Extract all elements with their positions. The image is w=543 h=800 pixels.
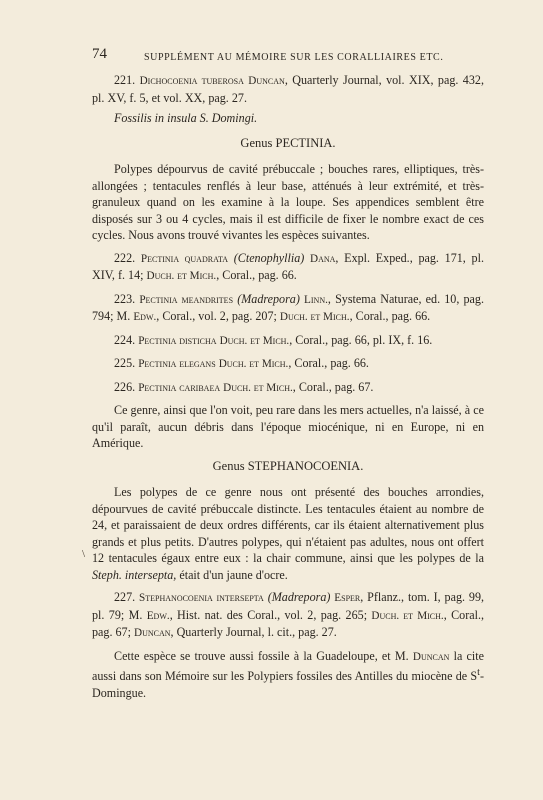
description-text: était d'un jaune d'ocre. [176,567,288,582]
entry-225 [92,355,484,373]
author-name: Duncan [248,75,285,87]
author-name: Edw. [133,311,157,323]
locality-note: Fossilis in insula S. Domingi. [114,111,258,125]
reference-text: , Hist. nat. des Coral., vol. 2, pag. 265; [169,607,372,622]
reference-text: , Coral., pag. 66. [288,356,369,370]
entry-222 [92,250,484,285]
author-name: Duch. et Mich. [219,334,290,347]
genus-heading-stephanocoenia: Genus STEPHANOCOENIA. [212,458,364,473]
species-name: Pectinia meandrites [139,293,234,306]
species-italic: Steph. intersepta, [92,567,177,582]
reference-text: , Coral., vol. 2, pag. 207; [156,309,280,323]
species-name: Pectinia caribaea [138,381,221,394]
species-name: Pectinia disticha [138,334,217,347]
entry-223 [92,291,484,326]
entry-224 [92,332,484,350]
note-text: Cette espèce se trouve aussi fossile à la Guadeloupe, et M. [114,648,413,663]
page-number: 74 [92,46,107,62]
author-name: Linn. [304,293,328,306]
species-name: Pectinia elegans [138,358,216,370]
reference-text: , Pflanz., tom. I, pag. 99, pl. 79; M. [92,590,485,622]
author-name: Duncan [134,627,171,639]
author-name: Dana [310,252,336,265]
entry-number: 224. [114,332,136,347]
synonym-genus: (Ctenophyllia) [233,250,305,265]
pectinia-note: Ce genre, ainsi que l'on voit, peu rare dans les mers actuelles, n'a laissé, à ce qu'il paraît, aucun débris dans l'époque miocénique, ni en Europe, ni en Amérique. [92,403,484,450]
superscript: t [477,667,480,678]
entry-226 [92,379,484,397]
reference-text: , Quarterly Journal, vol. XIX, pag. 432, pl. XV, f. 5, et vol. XX, pag. 27. [92,73,484,105]
stephanocoenia-description [92,484,484,583]
species-name: Dichocoenia tuberosa [139,75,244,87]
author-name: Duch. et Mich. [218,358,289,370]
margin-mark: \ [82,548,86,560]
author-name: Duch. et Mich. [279,311,350,323]
reference-text: , Coral., pag. 66, pl. IX, f. 16. [289,332,433,347]
reference-text: , Expl. Exped., pag. 171, pl. XIV, f. 14; [92,250,484,282]
synonym-genus: (Madrepora) [237,291,300,306]
entry-227 [92,589,484,642]
pectinia-description: Polypes dépourvus de cavité prébuccale ; bouches rares, elliptiques, très-allongées ; tentacules renflés à leur base, atténués à leur extrémité, et très-granuleux quand on les examine à la loupe. Ses appendices semblent être disposés sur 3 ou 4 cycles, mais il est difficile de fixer le nombre exact de ces cycles. Nous avons trouvé vivantes les espèces suivantes. [92,162,484,242]
running-header [92,46,495,70]
entry-221 [92,72,484,106]
entry-number: 221. [114,73,136,87]
author-name: Duch. et Mich. [223,381,293,394]
synonym-genus: (Madrepora) [267,590,331,604]
entry-number: 227. [114,590,136,604]
reference-text: , Quarterly Journal, l. cit., pag. 27. [170,625,337,639]
reference-text: , Coral., pag. 66. [216,268,297,282]
note-text: -Domingue. [92,669,484,700]
author-name: Edw. [146,609,170,622]
species-name: Pectinia quadrata [140,252,228,265]
description-text: Les polypes de ce genre nous ont présenté des bouches arrondies, dépourvues de cavité prébuccale distincte. Les tentacules étaient au nombre de 24, et paraissaient de deux ordres différents, car ils étaient alternativement plus grands et plus petits. D'autres polypes, qui n'étaient pas adultes, nous ont offert 12 tentacules égaux entre eux : la chair commune, ainsi que les polypes de la [92,485,484,565]
author-name: Duch. et Mich. [146,270,217,282]
reference-text: , Coral., pag. 67; [92,607,485,639]
author-name: Duncan [412,650,450,663]
reference-text: , Systema Naturae, ed. 10, pag. 794; M. [92,291,484,323]
entry-number: 222. [114,250,136,265]
stephanocoenia-note [92,648,484,702]
genus-heading-pectinia: Genus PECTINIA. [240,135,336,150]
species-name: Stephanocoenia intersepta [139,592,264,604]
entry-number: 226. [114,379,136,394]
author-name: Duch. et Mich. [371,609,444,622]
author-name: Esper [334,592,361,604]
page-body [92,72,484,707]
entry-number: 225. [114,356,136,370]
note-text: la cite aussi dans son Mémoire sur les Polypiers fossiles des Antilles du miocène de S [92,648,484,684]
entry-number: 223. [114,291,136,306]
running-title: SUPPLÉMENT AU MÉMOIRE SUR LES CORALLIAIRES ETC. [144,52,444,63]
reference-text: , Coral., pag. 66. [349,309,431,323]
reference-text: , Coral., pag. 67. [292,379,374,394]
